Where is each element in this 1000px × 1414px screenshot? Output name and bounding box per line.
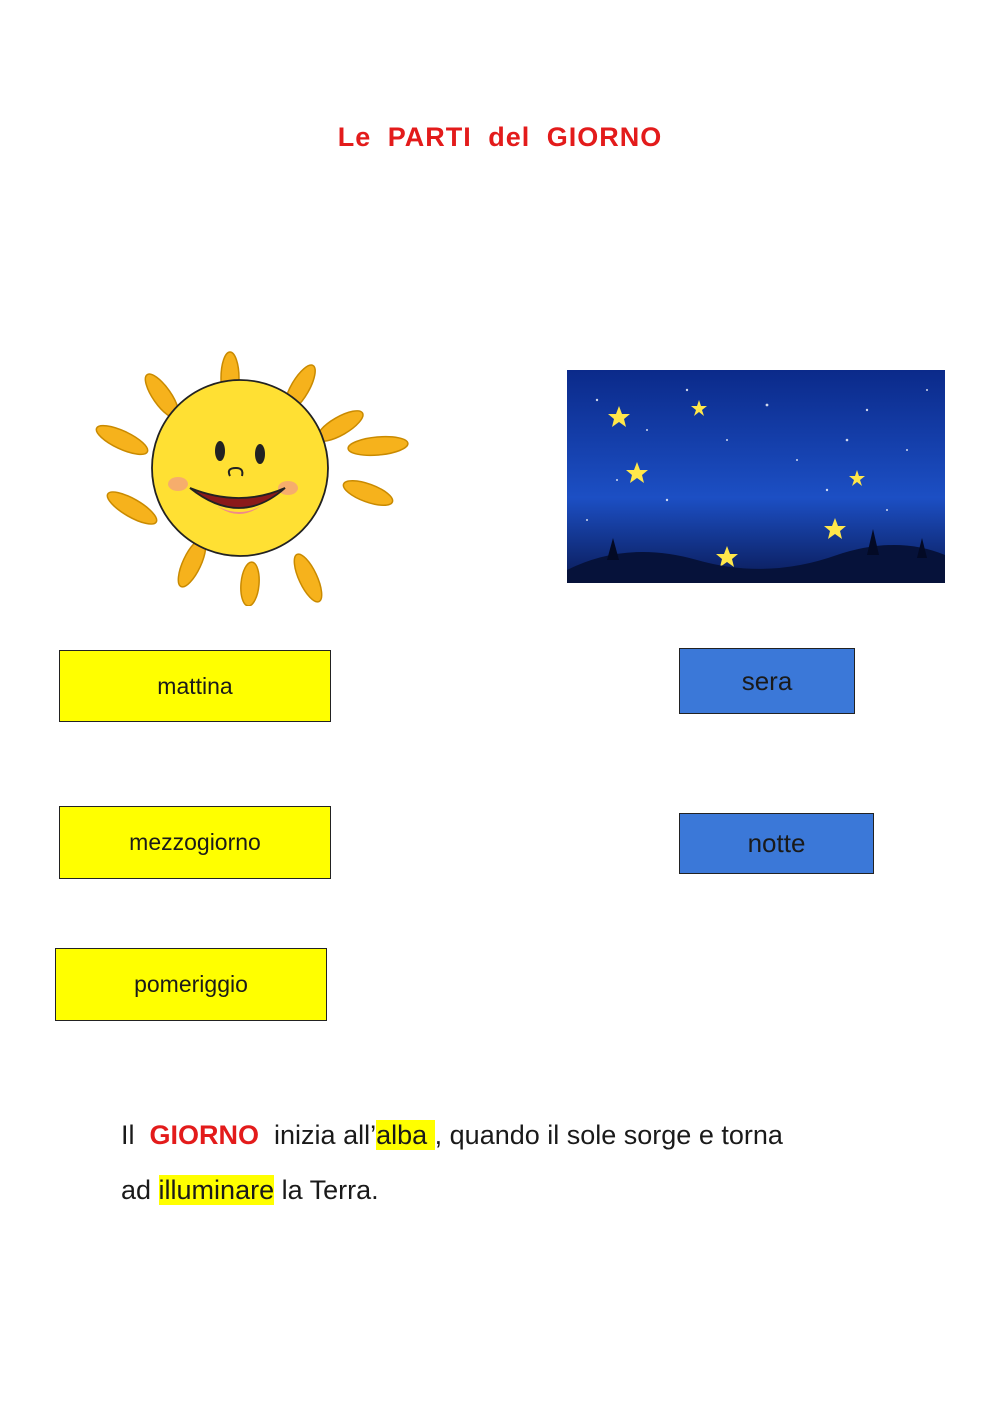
night-sky-illustration [567,370,945,583]
card-label: mezzogiorno [129,829,261,855]
blank-illuminare[interactable]: illuminare [158,1175,275,1205]
text: Il [121,1120,135,1150]
card-sera[interactable] [679,648,855,714]
card-pomeriggio[interactable] [55,948,327,1021]
giorno-keyword: GIORNO [149,1120,260,1150]
card-label: notte [747,828,806,858]
text: inizia all’ [274,1120,377,1150]
card-mattina[interactable] [59,650,331,722]
card-label: sera [741,665,793,696]
card-label: pomeriggio [134,971,248,997]
card-mezzogiorno[interactable] [59,806,331,879]
text: ad [121,1175,159,1205]
card-label: mattina [157,672,233,699]
sun-illustration [92,348,422,606]
card-notte[interactable] [679,813,874,874]
text: la Terra. [274,1175,379,1205]
paragraph-line-1 [121,1120,921,1151]
text: , quando il sole sorge e torna [434,1120,783,1150]
paragraph-line-2 [121,1175,921,1206]
blank-alba[interactable]: alba [376,1120,435,1150]
page-title: Le PARTI del GIORNO [337,122,663,152]
